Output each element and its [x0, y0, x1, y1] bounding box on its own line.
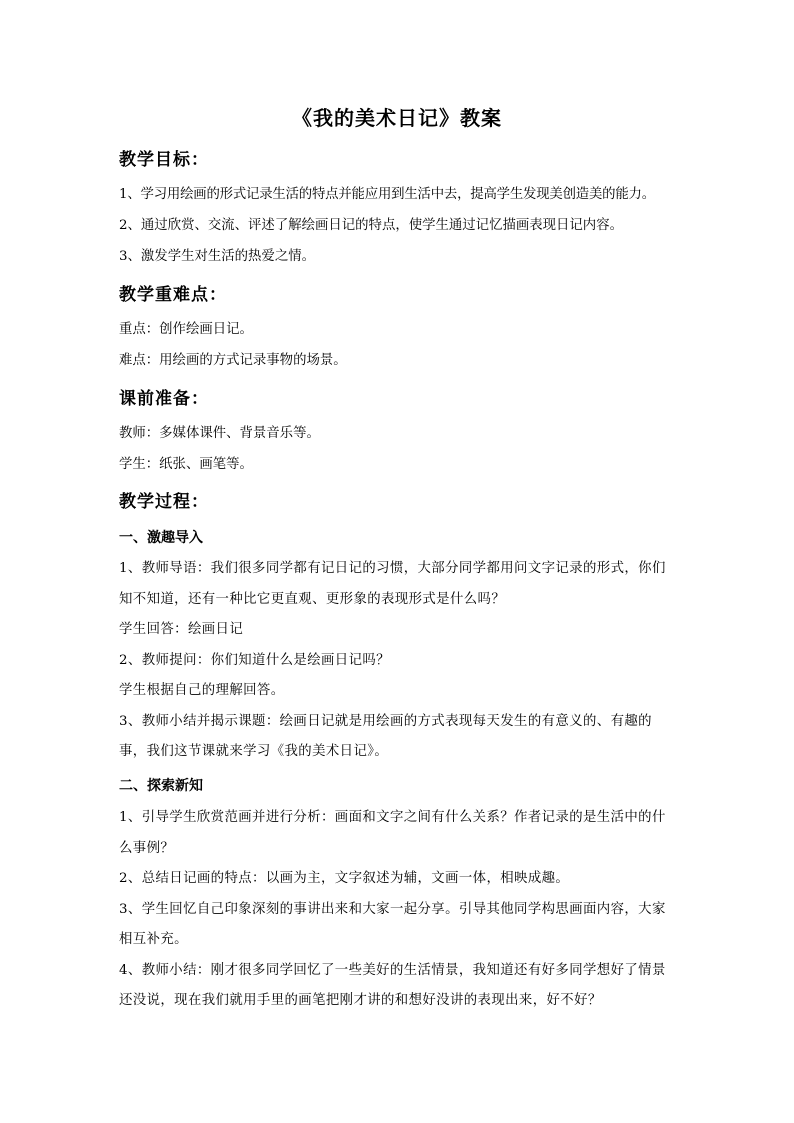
- subsection-heading: 二、探索新知: [119, 778, 203, 794]
- paragraph: 1、教师导语：我们很多同学都有记日记的习惯，大部分同学都用问文字记录的形式，你们知不知道，还有一种比它更直观、更形象的表现形式是什么吗？: [119, 561, 666, 607]
- section-heading: 教学过程：: [119, 492, 209, 512]
- section-goals: [119, 148, 679, 172]
- key-points-item-wrap: [119, 319, 679, 341]
- paragraph: 3、学生回忆自己印象深刻的事讲出来和大家一起分享。引导其他同学构思画面内容，大家相互补充。: [119, 901, 666, 947]
- paragraph: 学生根据自己的理解回答。: [119, 683, 285, 698]
- document-title: 《我的美术日记》教案: [292, 106, 502, 130]
- goals-list-item-wrap: [119, 215, 679, 237]
- list-item: 3、激发学生对生活的热爱之情。: [119, 249, 315, 264]
- paragraph: 1、引导学生欣赏范画并进行分析：画面和文字之间有什么关系？作者记录的是生活中的什么事例？: [119, 810, 666, 856]
- key-points-item-wrap: [119, 350, 679, 372]
- section-key-points: [119, 283, 679, 307]
- goals-list-item-wrap: [119, 246, 679, 268]
- paragraph: 3、教师小结并揭示课题：绘画日记就是用绘画的方式表现每天发生的有意义的、有趣的事，我们这节课就来学习《我的美术日记》。: [119, 713, 652, 759]
- list-item: 1、学习用绘画的形式记录生活的特点并能应用到生活中去，提高学生发现美创造美的能力。: [119, 187, 655, 202]
- process-part1-list: [119, 554, 679, 768]
- preparation-item-wrap: [119, 454, 679, 476]
- preparation-item-wrap: [119, 423, 679, 445]
- list-item: 学生：纸张、画笔等。: [119, 457, 253, 472]
- section-heading: 教学重难点：: [119, 285, 227, 305]
- list-item: 2、通过欣赏、交流、评述了解绘画日记的特点，使学生通过记忆描画表现日记内容。: [119, 218, 623, 233]
- paragraph: 2、教师提问：你们知道什么是绘画日记吗？: [119, 652, 390, 668]
- goals-list: [119, 184, 679, 206]
- paragraph: 4、教师小结：刚才很多同学回忆了一些美好的生活情景，我知道还有好多同学想好了情景还没说，现在我们就用手里的画笔把刚才讲的和想好没讲的表现出来，好不好？: [119, 962, 666, 1008]
- section-preparation: [119, 387, 679, 411]
- section-process: [119, 490, 679, 514]
- list-item: 教师：多媒体课件、背景音乐等。: [119, 426, 320, 441]
- list-item: 难点：用绘画的方式记录事物的场景。: [119, 353, 347, 368]
- section-heading: 课前准备：: [119, 389, 209, 409]
- process-part1-heading-wrap: [119, 527, 679, 549]
- paragraph: 2、总结日记画的特点：以画为主，文字叙述为辅，文画一体，相映成趣。: [119, 871, 570, 886]
- section-heading: 教学目标：: [119, 150, 209, 170]
- process-part2-list: [119, 803, 679, 1017]
- paragraph: 学生回答：绘画日记: [119, 622, 244, 637]
- process-part2-heading-wrap: [119, 775, 679, 797]
- list-item: 重点：创作绘画日记。: [119, 322, 253, 337]
- subsection-heading: 一、激趣导入: [119, 530, 203, 546]
